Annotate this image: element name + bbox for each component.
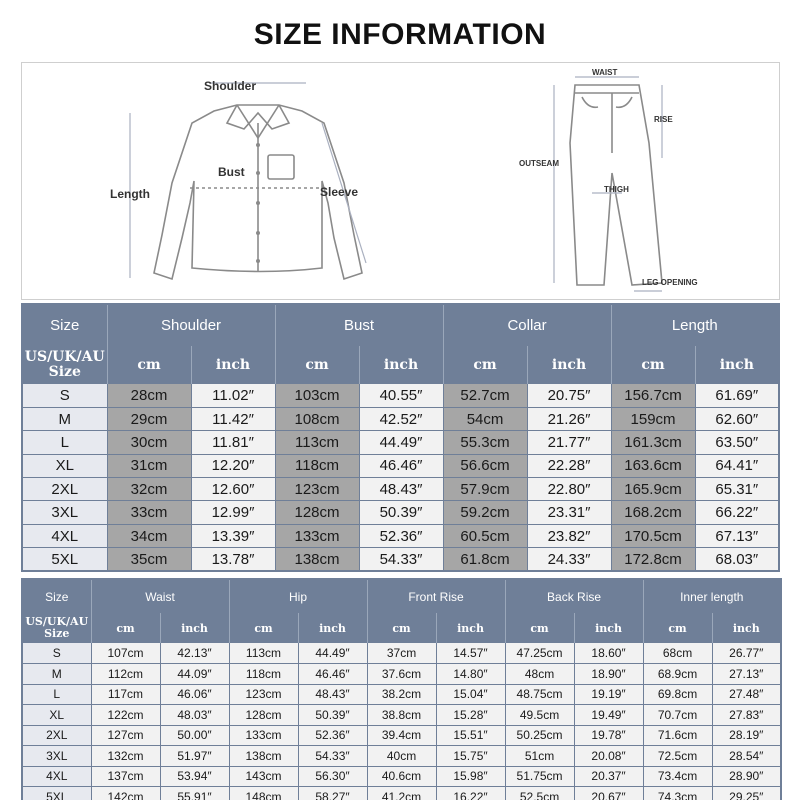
value-cell: 39.4cm	[367, 725, 436, 746]
value-cell: 12.20″	[191, 454, 275, 477]
unit-row	[22, 346, 779, 384]
unit-inch-label: inch	[695, 346, 779, 384]
value-cell: 23.31″	[527, 501, 611, 524]
value-cell: 44.49″	[359, 431, 443, 454]
value-cell: 12.99″	[191, 501, 275, 524]
measure-column-header: Collar	[443, 304, 611, 346]
value-cell: 13.39″	[191, 524, 275, 547]
value-cell: 161.3cm	[611, 431, 695, 454]
value-cell: 70.7cm	[643, 705, 712, 726]
value-cell: 20.67″	[574, 787, 643, 800]
value-cell: 118cm	[275, 454, 359, 477]
page-title: SIZE INFORMATION	[253, 18, 547, 51]
value-cell: 28.54″	[712, 746, 781, 767]
garment-diagrams	[22, 63, 779, 299]
value-cell: 128cm	[229, 705, 298, 726]
measure-column-header: Shoulder	[107, 304, 275, 346]
unit-cm-label: cm	[505, 613, 574, 643]
value-cell: 156.7cm	[611, 384, 695, 407]
value-cell: 34cm	[107, 524, 191, 547]
value-cell: 11.81″	[191, 431, 275, 454]
value-cell: 143cm	[229, 766, 298, 787]
header-row	[22, 579, 781, 613]
length-label: Length	[110, 187, 150, 201]
value-cell: 123cm	[229, 684, 298, 705]
leg-opening-label: LEG OPENING	[642, 278, 698, 287]
value-cell: 41.2cm	[367, 787, 436, 800]
top-size-table	[21, 303, 780, 572]
value-cell: 37.6cm	[367, 664, 436, 685]
size-cell: 2XL	[22, 725, 91, 746]
value-cell: 46.46″	[359, 454, 443, 477]
table-row	[22, 746, 781, 767]
value-cell: 132cm	[91, 746, 160, 767]
bottom-size-table	[21, 578, 782, 800]
unit-row	[22, 613, 781, 643]
value-cell: 20.37″	[574, 766, 643, 787]
rise-label: RISE	[654, 115, 673, 124]
unit-inch-label: inch	[298, 613, 367, 643]
value-cell: 48cm	[505, 664, 574, 685]
value-cell: 22.28″	[527, 454, 611, 477]
value-cell: 138cm	[229, 746, 298, 767]
value-cell: 21.26″	[527, 407, 611, 430]
table-row	[22, 478, 779, 501]
value-cell: 16.22″	[436, 787, 505, 800]
value-cell: 170.5cm	[611, 524, 695, 547]
unit-cm-label: cm	[275, 346, 359, 384]
value-cell: 24.33″	[527, 548, 611, 571]
value-cell: 50.39″	[298, 705, 367, 726]
value-cell: 48.43″	[359, 478, 443, 501]
value-cell: 37cm	[367, 643, 436, 664]
size-cell: M	[22, 407, 107, 430]
value-cell: 159cm	[611, 407, 695, 430]
sleeve-label: Sleeve	[320, 185, 359, 199]
size-cell: S	[22, 384, 107, 407]
value-cell: 59.2cm	[443, 501, 527, 524]
unit-cm-label: cm	[229, 613, 298, 643]
table-row	[22, 384, 779, 407]
unit-cm-label: cm	[611, 346, 695, 384]
size-standard-line: US/UK/AU	[25, 615, 89, 629]
header-row	[22, 304, 779, 346]
unit-inch-label: inch	[712, 613, 781, 643]
value-cell: 42.52″	[359, 407, 443, 430]
value-cell: 27.48″	[712, 684, 781, 705]
value-cell: 15.28″	[436, 705, 505, 726]
value-cell: 18.90″	[574, 664, 643, 685]
value-cell: 60.5cm	[443, 524, 527, 547]
value-cell: 18.60″	[574, 643, 643, 664]
size-cell: 3XL	[22, 746, 91, 767]
unit-inch-label: inch	[527, 346, 611, 384]
size-cell: 5XL	[22, 787, 91, 800]
value-cell: 71.6cm	[643, 725, 712, 746]
table-row	[22, 643, 781, 664]
value-cell: 27.83″	[712, 705, 781, 726]
value-cell: 142cm	[91, 787, 160, 800]
value-cell: 61.8cm	[443, 548, 527, 571]
value-cell: 118cm	[229, 664, 298, 685]
value-cell: 28.19″	[712, 725, 781, 746]
value-cell: 12.60″	[191, 478, 275, 501]
size-cell: 5XL	[22, 548, 107, 571]
size-cell: XL	[22, 705, 91, 726]
measure-lines-pants	[554, 77, 662, 291]
table-row	[22, 684, 781, 705]
value-cell: 55.91″	[160, 787, 229, 800]
table-row	[22, 407, 779, 430]
value-cell: 14.80″	[436, 664, 505, 685]
value-cell: 64.41″	[695, 454, 779, 477]
table-row	[22, 664, 781, 685]
value-cell: 66.22″	[695, 501, 779, 524]
measure-column-header: Back Rise	[505, 579, 643, 613]
value-cell: 73.4cm	[643, 766, 712, 787]
value-cell: 107cm	[91, 643, 160, 664]
unit-inch-label: inch	[191, 346, 275, 384]
table-row	[22, 766, 781, 787]
unit-cm-label: cm	[107, 346, 191, 384]
value-cell: 40cm	[367, 746, 436, 767]
value-cell: 48.75cm	[505, 684, 574, 705]
unit-inch-label: inch	[436, 613, 505, 643]
table-row	[22, 787, 781, 800]
value-cell: 168.2cm	[611, 501, 695, 524]
value-cell: 55.3cm	[443, 431, 527, 454]
table-row	[22, 454, 779, 477]
size-standard-label	[22, 613, 91, 643]
value-cell: 117cm	[91, 684, 160, 705]
value-cell: 32cm	[107, 478, 191, 501]
value-cell: 51.75cm	[505, 766, 574, 787]
value-cell: 113cm	[275, 431, 359, 454]
value-cell: 138cm	[275, 548, 359, 571]
value-cell: 46.46″	[298, 664, 367, 685]
waist-label: WAIST	[592, 68, 618, 77]
value-cell: 52.7cm	[443, 384, 527, 407]
size-cell: S	[22, 643, 91, 664]
value-cell: 52.36″	[298, 725, 367, 746]
value-cell: 133cm	[275, 524, 359, 547]
unit-inch-label: inch	[574, 613, 643, 643]
unit-cm-label: cm	[443, 346, 527, 384]
value-cell: 14.57″	[436, 643, 505, 664]
size-column-header: Size	[22, 304, 107, 346]
measure-column-header: Inner length	[643, 579, 781, 613]
value-cell: 21.77″	[527, 431, 611, 454]
size-column-header: Size	[22, 579, 91, 613]
value-cell: 11.02″	[191, 384, 275, 407]
value-cell: 29cm	[107, 407, 191, 430]
value-cell: 56.30″	[298, 766, 367, 787]
value-cell: 40.6cm	[367, 766, 436, 787]
value-cell: 69.8cm	[643, 684, 712, 705]
measure-column-header: Hip	[229, 579, 367, 613]
unit-cm-label: cm	[367, 613, 436, 643]
value-cell: 19.49″	[574, 705, 643, 726]
value-cell: 56.6cm	[443, 454, 527, 477]
value-cell: 108cm	[275, 407, 359, 430]
value-cell: 15.51″	[436, 725, 505, 746]
value-cell: 20.75″	[527, 384, 611, 407]
value-cell: 13.78″	[191, 548, 275, 571]
value-cell: 46.06″	[160, 684, 229, 705]
value-cell: 50.00″	[160, 725, 229, 746]
value-cell: 27.13″	[712, 664, 781, 685]
value-cell: 137cm	[91, 766, 160, 787]
value-cell: 128cm	[275, 501, 359, 524]
thigh-label: THIGH	[604, 185, 629, 194]
value-cell: 28cm	[107, 384, 191, 407]
size-standard-line: US/UK/AU	[24, 349, 105, 366]
value-cell: 172.8cm	[611, 548, 695, 571]
measure-lines-shirt	[130, 83, 366, 278]
size-standard-line: Size	[48, 364, 81, 380]
table-row	[22, 431, 779, 454]
value-cell: 19.19″	[574, 684, 643, 705]
table-row	[22, 548, 779, 571]
value-cell: 133cm	[229, 725, 298, 746]
value-cell: 127cm	[91, 725, 160, 746]
value-cell: 11.42″	[191, 407, 275, 430]
size-standard-line: Size	[44, 627, 70, 640]
value-cell: 38.2cm	[367, 684, 436, 705]
value-cell: 163.6cm	[611, 454, 695, 477]
value-cell: 44.49″	[298, 643, 367, 664]
value-cell: 57.9cm	[443, 478, 527, 501]
size-standard-label	[22, 346, 107, 384]
unit-inch-label: inch	[359, 346, 443, 384]
value-cell: 50.25cm	[505, 725, 574, 746]
value-cell: 65.31″	[695, 478, 779, 501]
bust-label: Bust	[218, 165, 245, 179]
value-cell: 42.13″	[160, 643, 229, 664]
size-cell: L	[22, 431, 107, 454]
value-cell: 48.43″	[298, 684, 367, 705]
size-diagram-panel	[21, 62, 780, 300]
size-cell: 2XL	[22, 478, 107, 501]
size-cell: XL	[22, 454, 107, 477]
measure-column-header: Waist	[91, 579, 229, 613]
unit-cm-label: cm	[91, 613, 160, 643]
value-cell: 74.3cm	[643, 787, 712, 800]
value-cell: 165.9cm	[611, 478, 695, 501]
table-row	[22, 524, 779, 547]
value-cell: 58.27″	[298, 787, 367, 800]
value-cell: 54cm	[443, 407, 527, 430]
value-cell: 50.39″	[359, 501, 443, 524]
value-cell: 22.80″	[527, 478, 611, 501]
value-cell: 49.5cm	[505, 705, 574, 726]
size-cell: 3XL	[22, 501, 107, 524]
value-cell: 113cm	[229, 643, 298, 664]
value-cell: 54.33″	[298, 746, 367, 767]
measure-column-header: Length	[611, 304, 779, 346]
value-cell: 26.77″	[712, 643, 781, 664]
shoulder-label: Shoulder	[204, 79, 257, 93]
value-cell: 53.94″	[160, 766, 229, 787]
size-cell: 4XL	[22, 766, 91, 787]
value-cell: 44.09″	[160, 664, 229, 685]
size-cell: 4XL	[22, 524, 107, 547]
value-cell: 20.08″	[574, 746, 643, 767]
size-cell: M	[22, 664, 91, 685]
table-row	[22, 705, 781, 726]
value-cell: 122cm	[91, 705, 160, 726]
value-cell: 72.5cm	[643, 746, 712, 767]
value-cell: 51cm	[505, 746, 574, 767]
size-cell: L	[22, 684, 91, 705]
value-cell: 68.9cm	[643, 664, 712, 685]
value-cell: 51.97″	[160, 746, 229, 767]
table-row	[22, 725, 781, 746]
value-cell: 15.75″	[436, 746, 505, 767]
value-cell: 40.55″	[359, 384, 443, 407]
value-cell: 63.50″	[695, 431, 779, 454]
value-cell: 54.33″	[359, 548, 443, 571]
value-cell: 35cm	[107, 548, 191, 571]
value-cell: 33cm	[107, 501, 191, 524]
value-cell: 61.69″	[695, 384, 779, 407]
value-cell: 68cm	[643, 643, 712, 664]
value-cell: 112cm	[91, 664, 160, 685]
value-cell: 148cm	[229, 787, 298, 800]
value-cell: 28.90″	[712, 766, 781, 787]
value-cell: 48.03″	[160, 705, 229, 726]
value-cell: 15.04″	[436, 684, 505, 705]
unit-inch-label: inch	[160, 613, 229, 643]
value-cell: 19.78″	[574, 725, 643, 746]
outseam-label: OUTSEAM	[519, 159, 559, 168]
measure-column-header: Front Rise	[367, 579, 505, 613]
measure-column-header: Bust	[275, 304, 443, 346]
value-cell: 23.82″	[527, 524, 611, 547]
table-row	[22, 501, 779, 524]
value-cell: 31cm	[107, 454, 191, 477]
value-cell: 52.5cm	[505, 787, 574, 800]
unit-cm-label: cm	[643, 613, 712, 643]
value-cell: 29.25″	[712, 787, 781, 800]
value-cell: 47.25cm	[505, 643, 574, 664]
value-cell: 62.60″	[695, 407, 779, 430]
value-cell: 52.36″	[359, 524, 443, 547]
value-cell: 103cm	[275, 384, 359, 407]
value-cell: 30cm	[107, 431, 191, 454]
value-cell: 15.98″	[436, 766, 505, 787]
value-cell: 38.8cm	[367, 705, 436, 726]
value-cell: 123cm	[275, 478, 359, 501]
value-cell: 68.03″	[695, 548, 779, 571]
value-cell: 67.13″	[695, 524, 779, 547]
